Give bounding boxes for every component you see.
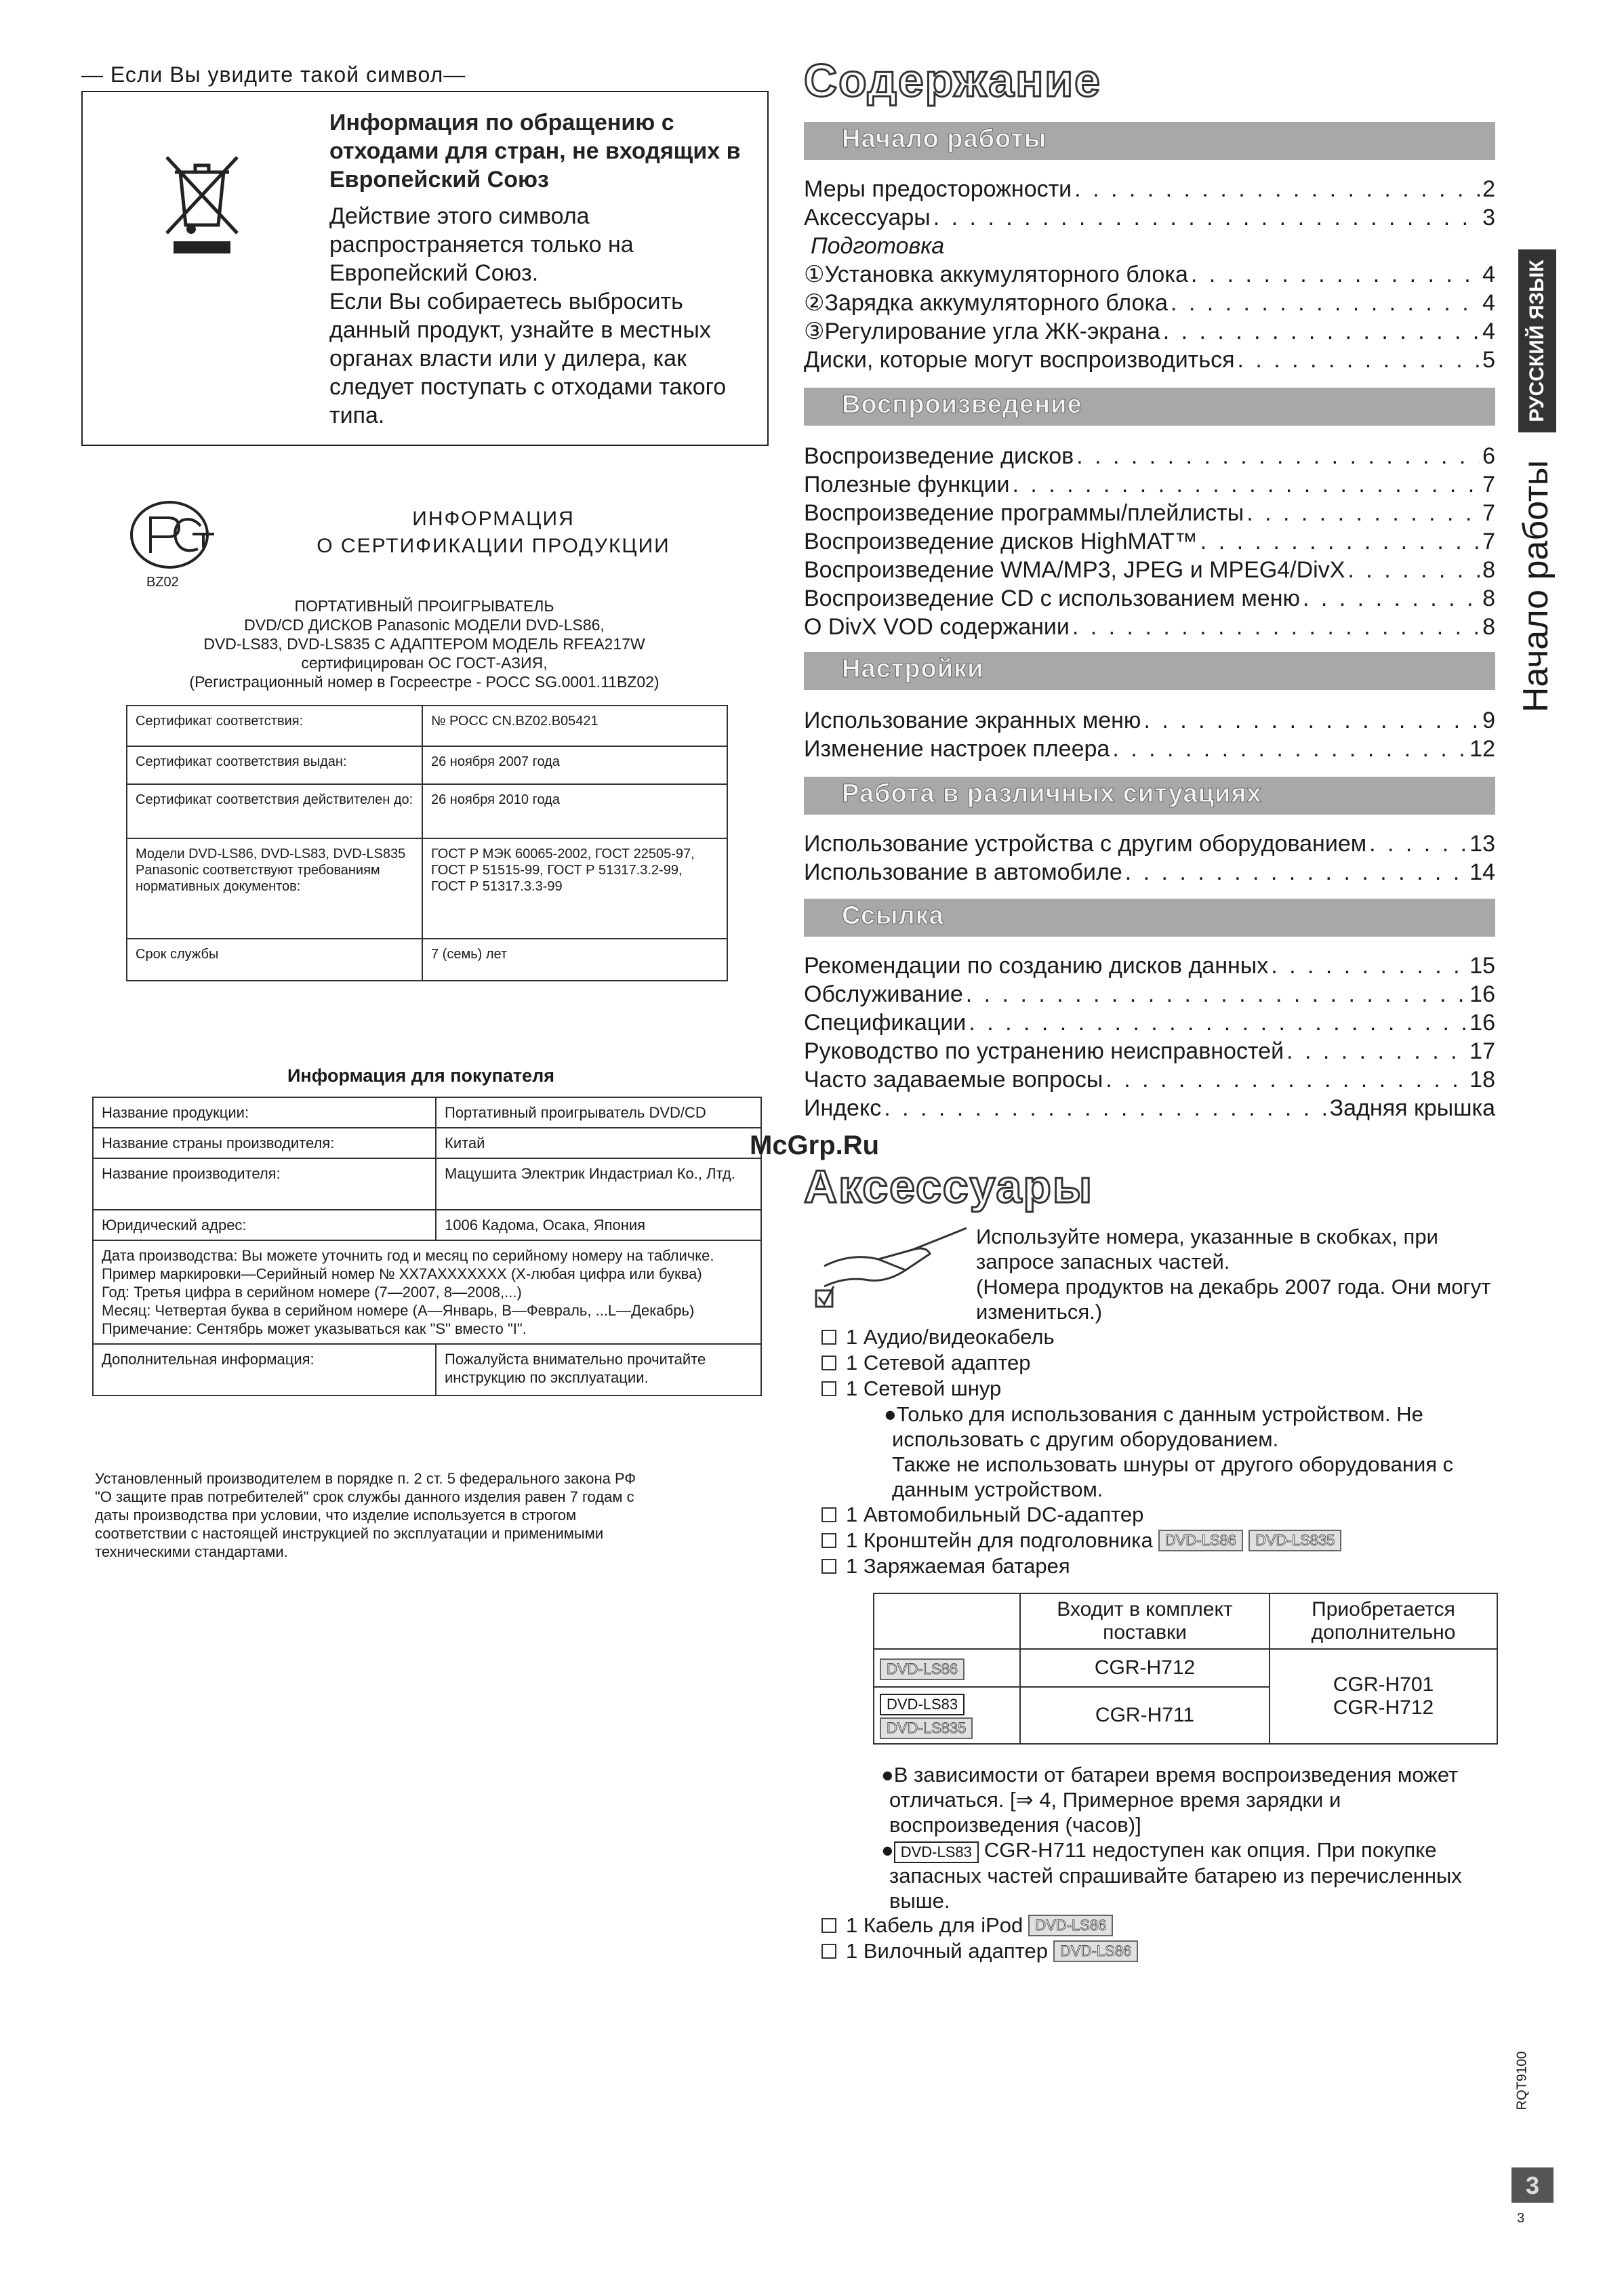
buyer-note: Дата производства: Вы можете уточнить год и месяц по серийному номеру на табличке. <box>102 1247 714 1264</box>
toc-entry-title: Воспроизведение программы/плейлисты <box>804 500 1244 526</box>
cert-line: DVD/CD ДИСКОВ Panasonic МОДЕЛИ DVD-LS86, <box>244 616 605 634</box>
cert-heading-2: О СЕРТИФИКАЦИИ ПРОДУКЦИИ <box>317 535 670 557</box>
model-cell <box>874 1649 1020 1687</box>
buyer-label: Название производителя: <box>93 1158 436 1210</box>
toc-dots <box>1191 260 1480 289</box>
section-label: Работа в различных ситуациях <box>842 779 1262 808</box>
toc-list <box>804 830 1495 887</box>
document-code <box>1509 2051 1536 2111</box>
toc-dots <box>1303 584 1480 613</box>
model-badge-ls83: DVD-LS83 <box>880 1694 965 1715</box>
accessory-item[interactable] <box>821 1350 1506 1376</box>
table-row <box>93 1210 761 1240</box>
toc-entry-page: 9 <box>1482 708 1495 733</box>
toc-entry[interactable] <box>804 1008 1495 1037</box>
cert-table <box>126 705 728 981</box>
toc-entry-title: Рекомендации по созданию дисков данных <box>804 953 1269 979</box>
accessories-list <box>821 1324 1506 1579</box>
accessory-label: 1 Кронштейн для подголовника <box>846 1528 1153 1552</box>
section-tab-label: Начало работы <box>1516 460 1556 713</box>
toc-entry[interactable] <box>804 175 1495 203</box>
toc-dots <box>1171 289 1480 317</box>
toc-section-header <box>804 777 1495 815</box>
battery-table <box>873 1593 1498 1745</box>
table-row <box>93 1128 761 1158</box>
waste-body <box>329 202 750 430</box>
toc-entry-page: 3 <box>1482 205 1495 230</box>
cert-label: Модели DVD-LS86, DVD-LS83, DVD-LS835 Panasonic соответствуют требованиям нормативных документов: <box>127 838 422 939</box>
toc-entry[interactable] <box>804 556 1495 584</box>
section-label: Ссылка <box>842 901 944 930</box>
toc-entry[interactable] <box>804 980 1495 1008</box>
toc-dots <box>1112 735 1467 763</box>
accessory-label: 1 Заряжаемая батарея <box>846 1554 1070 1578</box>
toc-entry-page: 18 <box>1469 1067 1495 1093</box>
toc-entry-title: О DivX VOD содержании <box>804 614 1070 640</box>
accessory-item[interactable] <box>821 1938 1506 1964</box>
intro-line: Используйте номера, указанные в скобках, при <box>976 1225 1438 1248</box>
toc-entry[interactable] <box>804 499 1495 527</box>
toc-entry-title: Воспроизведение CD с использованием меню <box>804 586 1300 611</box>
bullet-icon: ● <box>881 1838 894 1862</box>
toc-dots <box>1200 527 1480 556</box>
accessories-list-2 <box>821 1913 1506 1964</box>
accessory-label: 1 Сетевой адаптер <box>846 1351 1031 1374</box>
table-row <box>127 706 727 746</box>
bat-header-optional: Приобретается дополнительно <box>1270 1593 1497 1649</box>
toc-list <box>804 442 1495 641</box>
note-line: данным устройством. <box>892 1478 1103 1501</box>
toc-entry[interactable] <box>804 706 1495 735</box>
note-line: Также не использовать шнуры от другого оборудования с <box>892 1452 1454 1476</box>
page-number-tab-label: 3 <box>1525 2172 1540 2199</box>
footnote-line: "О защите прав потребителей" срок службы данного изделия равен 7 годам с <box>95 1488 634 1505</box>
toc-dots <box>1076 442 1480 470</box>
note-line: использовать с другим оборудованием. <box>892 1427 1279 1451</box>
toc-entry-title: Воспроизведение дисков <box>804 443 1074 469</box>
bat-included: CGR-H711 <box>1020 1687 1270 1744</box>
bat-included: CGR-H712 <box>1020 1649 1270 1687</box>
toc-entry-page: 4 <box>1482 262 1495 287</box>
toc-entry-title: Аксессуары <box>804 205 931 230</box>
footnote-line: даты производства при условии, что изделие используется в строгом <box>95 1507 577 1524</box>
cert-line: ПОРТАТИВНЫЙ ПРОИГРЫВАТЕЛЬ <box>294 597 554 615</box>
note-line: отличаться. [⇒ 4, Примерное время зарядки и <box>889 1788 1341 1812</box>
table-row <box>874 1649 1497 1687</box>
checkbox[interactable] <box>821 1559 836 1574</box>
toc-entry[interactable] <box>804 289 1495 317</box>
toc-dots <box>969 1008 1467 1037</box>
note-line: запасных частей спрашивайте батарею из перечисленных <box>889 1864 1462 1888</box>
accessory-item[interactable] <box>821 1553 1506 1579</box>
section-label: Начало работы <box>842 125 1047 153</box>
language-tab <box>1518 249 1556 432</box>
toc-entry-title: Воспроизведение дисков HighMAT™ <box>804 529 1198 554</box>
toc-entry-title: Обслуживание <box>804 981 963 1007</box>
cert-line: сертифицирован ОС ГОСТ-АЗИЯ, <box>301 654 548 672</box>
toc-dots <box>1143 706 1480 735</box>
toc-section-header <box>804 122 1495 160</box>
toc-entry-title: Использование экранных меню <box>804 708 1141 733</box>
footnote-line: соответствии с настоящей инструкцией по эксплуатации и применимыми <box>95 1525 604 1542</box>
buyer-value: Портативный проигрыватель DVD/CD <box>436 1097 761 1128</box>
toc-entry-page: 7 <box>1482 500 1495 526</box>
toc-entry[interactable] <box>804 735 1495 763</box>
toc-entry-page: 5 <box>1482 347 1495 373</box>
toc-entry-page: 12 <box>1469 736 1495 762</box>
cert-label: Срок службы <box>127 939 422 981</box>
toc-entry-title: Индекс <box>804 1095 882 1121</box>
table-row <box>874 1593 1497 1649</box>
section-tab <box>1502 441 1570 732</box>
toc-dots <box>1074 175 1480 203</box>
toc-dots <box>933 203 1480 232</box>
table-row <box>93 1097 761 1128</box>
buyer-note: Примечание: Сентябрь может указываться как "S" вместо "I". <box>102 1320 527 1337</box>
toc-entry[interactable] <box>804 1065 1495 1094</box>
toc-entry[interactable] <box>804 1094 1495 1122</box>
table-row <box>127 784 727 838</box>
toc-entry-title: Воспроизведение WMA/MP3, JPEG и MPEG4/DivX <box>804 557 1345 583</box>
checkbox[interactable] <box>821 1918 836 1933</box>
accessory-item[interactable] <box>821 1528 1506 1553</box>
toc-entry[interactable] <box>804 442 1495 470</box>
toc-entry-page: 7 <box>1482 529 1495 554</box>
toc-dots <box>1271 952 1467 980</box>
toc-entry[interactable] <box>804 1037 1495 1065</box>
toc-list <box>804 175 1495 374</box>
toc-dots <box>1286 1037 1467 1065</box>
footnote-line: техническими стандартами. <box>95 1543 288 1560</box>
toc-entry[interactable] <box>804 346 1495 374</box>
accessory-label: 1 Вилочный адаптер <box>846 1939 1049 1963</box>
toc-entry-page: 16 <box>1469 1010 1495 1036</box>
cord-note <box>821 1402 1506 1502</box>
buyer-label: Дополнительная информация: <box>93 1344 436 1395</box>
toc-entry-page: 2 <box>1482 176 1495 202</box>
toc-entry-page: 8 <box>1482 614 1495 640</box>
cert-label: Сертификат соответствия выдан: <box>127 746 422 784</box>
accessory-item[interactable] <box>821 1324 1506 1350</box>
cert-label: Сертификат соответствия действителен до: <box>127 784 422 838</box>
toc-entry-page: 7 <box>1482 472 1495 497</box>
buyer-value: Китай <box>436 1128 761 1158</box>
cert-value: 26 ноября 2010 года <box>422 784 727 838</box>
toc-dots <box>1246 499 1480 527</box>
toc-entry-title: ①Установка аккумуляторного блока <box>804 262 1188 287</box>
empty-cell <box>874 1593 1020 1649</box>
toc-dots <box>1369 830 1467 858</box>
toc-entry-page: 13 <box>1469 831 1495 857</box>
buyer-note: Пример маркировки—Серийный номер № XX7AXXXXXXX (X-любая цифра или буква) <box>102 1265 702 1282</box>
checkbox[interactable] <box>821 1507 836 1522</box>
toc-dots <box>966 980 1467 1008</box>
note-text: CGR-H711 недоступен как опция. При покупке <box>983 1838 1437 1862</box>
model-badge-ls835: DVD-LS835 <box>880 1717 973 1739</box>
checkbox[interactable] <box>821 1944 836 1959</box>
accessory-label: 1 Кабель для iPod <box>846 1913 1023 1937</box>
intro-line: запросе запасных частей. <box>976 1250 1230 1274</box>
accessories-intro <box>976 1224 1532 1324</box>
cert-code: BZ02 <box>146 575 179 590</box>
rst-certification-logo <box>127 497 216 572</box>
table-row <box>127 939 727 981</box>
toc-dots <box>1012 470 1480 499</box>
toc-entry-title: Часто задаваемые вопросы <box>804 1067 1103 1093</box>
cert-product-info <box>126 596 723 691</box>
checkbox[interactable] <box>821 1356 836 1370</box>
toc-entry[interactable] <box>804 203 1495 232</box>
toc-entry[interactable] <box>804 470 1495 499</box>
toc-entry[interactable] <box>804 584 1495 613</box>
waste-body-1: Действие этого символа распространяется только на Европейский Союз. <box>329 203 634 286</box>
toc-entry-title: Изменение настроек плеера <box>804 736 1110 762</box>
toc-dots <box>1347 556 1480 584</box>
section-label: Воспроизведение <box>842 390 1082 419</box>
accessory-item[interactable] <box>821 1913 1506 1938</box>
note-line: выше. <box>889 1889 950 1913</box>
toc-dots <box>884 1094 1326 1122</box>
checkbox[interactable] <box>821 1381 836 1396</box>
buyer-note: Год: Третья цифра в серийном номере (7—2007, 8—2008,...) <box>102 1284 522 1301</box>
toc-entry-title: Использование устройства с другим оборудованием <box>804 831 1367 857</box>
toc-entry[interactable] <box>804 317 1495 346</box>
toc-entry-page: 8 <box>1482 557 1495 583</box>
toc-section-header <box>804 899 1495 937</box>
buyer-value: Мацушита Электрик Индастриал Ко., Лтд. <box>436 1158 761 1210</box>
note-line: воспроизведения (часов)] <box>889 1813 1141 1837</box>
toc-entry[interactable] <box>804 260 1495 289</box>
waste-symbol-title: — Если Вы увидите такой символ— <box>81 62 466 87</box>
cert-value: 7 (семь) лет <box>422 939 727 981</box>
section-label: Настройки <box>842 655 984 683</box>
intro-line: измениться.) <box>976 1300 1103 1324</box>
crossed-bin-icon <box>161 152 243 262</box>
accessory-label: 1 Сетевой шнур <box>846 1377 1002 1400</box>
model-badge-ls86: DVD-LS86 <box>880 1658 965 1680</box>
buyer-notes <box>93 1240 761 1344</box>
buyer-label: Название продукции: <box>93 1097 436 1128</box>
service-life-note <box>95 1469 766 1561</box>
table-row <box>93 1158 761 1210</box>
model-badge-ls86: DVD-LS86 <box>1028 1915 1113 1936</box>
toc-list <box>804 952 1495 1122</box>
toc-entry-page: 4 <box>1482 319 1495 344</box>
toc-entry-title: ③Регулирование угла ЖК-экрана <box>804 319 1160 344</box>
table-row <box>127 746 727 784</box>
accessories-title: Аксессуары <box>804 1161 1093 1213</box>
language-tab-label: РУССКИЙ ЯЗЫК <box>1526 260 1548 422</box>
note-line: ●Только для использования с данным устройством. Не <box>884 1402 1423 1426</box>
page-number-tab <box>1511 2167 1554 2203</box>
accessory-item[interactable] <box>821 1376 1506 1402</box>
cert-value: 26 ноября 2007 года <box>422 746 727 784</box>
toc-dots <box>1237 346 1480 374</box>
waste-body-2: Если Вы собираетесь выбросить данный продукт, узнайте в местных органах власти или у дилера, как следует поступать с отходами такого типа. <box>329 289 727 428</box>
toc-entry[interactable] <box>804 613 1495 641</box>
toc-entry-page: 15 <box>1469 953 1495 979</box>
cert-line: DVD-LS83, DVD-LS835 С АДАПТЕРОМ МОДЕЛЬ RFEA217W <box>203 635 645 653</box>
cert-line: (Регистрационный номер в Госреестре - РОСС SG.0001.11BZ02) <box>189 673 659 691</box>
cert-heading-1: ИНФОРМАЦИЯ <box>412 508 575 530</box>
note-line: ●В зависимости от батареи время воспроизведения может <box>881 1763 1459 1787</box>
toc-dots <box>1125 858 1467 887</box>
page-number: 3 <box>1517 2211 1525 2226</box>
toc-dots <box>1072 613 1480 641</box>
toc-entry-title: Полезные функции <box>804 472 1010 497</box>
waste-heading: Информация по обращению с отходами для стран, не входящих в Европейский Союз <box>329 110 741 192</box>
toc-entry-title: ②Зарядка аккумуляторного блока <box>804 290 1168 316</box>
toc-section-header <box>804 388 1495 426</box>
cert-value: ГОСТ Р МЭК 60065-2002, ГОСТ 22505-97, ГОСТ Р 51515-99, ГОСТ Р 51317.3.2-99, ГОСТ Р 51317.3.3-99 <box>422 838 727 939</box>
accessory-item[interactable] <box>821 1502 1506 1528</box>
buyer-value: 1006 Кадома, Осака, Япония <box>436 1210 761 1240</box>
watermark: McGrp.Ru <box>750 1130 880 1160</box>
model-badge-ls86: DVD-LS86 <box>1158 1530 1243 1551</box>
toc-list <box>804 706 1495 763</box>
toc-subheading: Подготовка <box>811 233 945 259</box>
buyer-note: Месяц: Четвертая буква в серийном номере (А—Январь, В—Февраль, ...L—Декабрь) <box>102 1302 695 1319</box>
accessory-label: 1 Автомобильный DC-адаптер <box>846 1503 1144 1526</box>
table-row <box>93 1344 761 1395</box>
toc-entry-page: 14 <box>1469 859 1495 885</box>
checkbox[interactable] <box>821 1533 836 1548</box>
hand-writing-check-icon <box>811 1225 973 1313</box>
cert-value: № РОСС CN.BZ02.B05421 <box>422 706 727 746</box>
toc-section-header <box>804 652 1495 690</box>
buyer-value: Пожалуйста внимательно прочитайте инструкцию по эксплуатации. <box>436 1344 761 1395</box>
model-badge-ls86: DVD-LS86 <box>1053 1940 1138 1962</box>
table-row <box>127 838 727 939</box>
cert-heading <box>277 506 710 560</box>
battery-notes <box>881 1762 1518 1913</box>
toc-entry-page: 17 <box>1469 1038 1495 1064</box>
accessory-label: 1 Аудио/видеокабель <box>846 1325 1055 1349</box>
toc-entry-page: 4 <box>1482 290 1495 316</box>
toc-entry-title: Руководство по устранению неисправностей <box>804 1038 1284 1064</box>
document-code-label: RQT9100 <box>1514 2051 1530 2111</box>
toc-entry-page: 16 <box>1469 981 1495 1007</box>
toc-entry[interactable] <box>804 952 1495 980</box>
toc-entry-title: Диски, которые могут воспроизводиться <box>804 347 1235 373</box>
toc-entry-title: Спецификации <box>804 1010 967 1036</box>
checkbox[interactable] <box>821 1330 836 1345</box>
toc-entry-title: Использование в автомобиле <box>804 859 1122 885</box>
buyer-info-title: Информация для покупателя <box>287 1065 555 1086</box>
toc-entry-page: Задняя крышка <box>1329 1095 1495 1121</box>
model-badge-ls83: DVD-LS83 <box>894 1841 979 1863</box>
buyer-label: Название страны производителя: <box>93 1128 436 1158</box>
toc-entry-title: Меры предосторожности <box>804 176 1072 202</box>
buyer-label: Юридический адрес: <box>93 1210 436 1240</box>
bat-header-included: Входит в комплект поставки <box>1020 1593 1270 1649</box>
table-row <box>93 1240 761 1344</box>
note-line <box>881 1837 1518 1863</box>
toc-dots <box>1105 1065 1467 1094</box>
cert-label: Сертификат соответствия: <box>127 706 422 746</box>
toc-entry[interactable] <box>804 527 1495 556</box>
bat-optional: CGR-H701 CGR-H712 <box>1270 1649 1497 1744</box>
buyer-table <box>92 1097 762 1396</box>
model-badge-ls835: DVD-LS835 <box>1249 1530 1341 1551</box>
toc-dots <box>1163 317 1480 346</box>
toc-entry[interactable] <box>804 858 1495 887</box>
footnote-line: Установленный производителем в порядке п. 2 ст. 5 федерального закона РФ <box>95 1470 636 1487</box>
intro-line: (Номера продуктов на декабрь 2007 года. Они могут <box>976 1275 1491 1299</box>
model-cell <box>874 1687 1020 1744</box>
toc-entry[interactable] <box>804 830 1495 858</box>
toc-entry-page: 6 <box>1482 443 1495 469</box>
toc-entry-page: 8 <box>1482 586 1495 611</box>
toc-title: Содержание <box>804 55 1101 106</box>
